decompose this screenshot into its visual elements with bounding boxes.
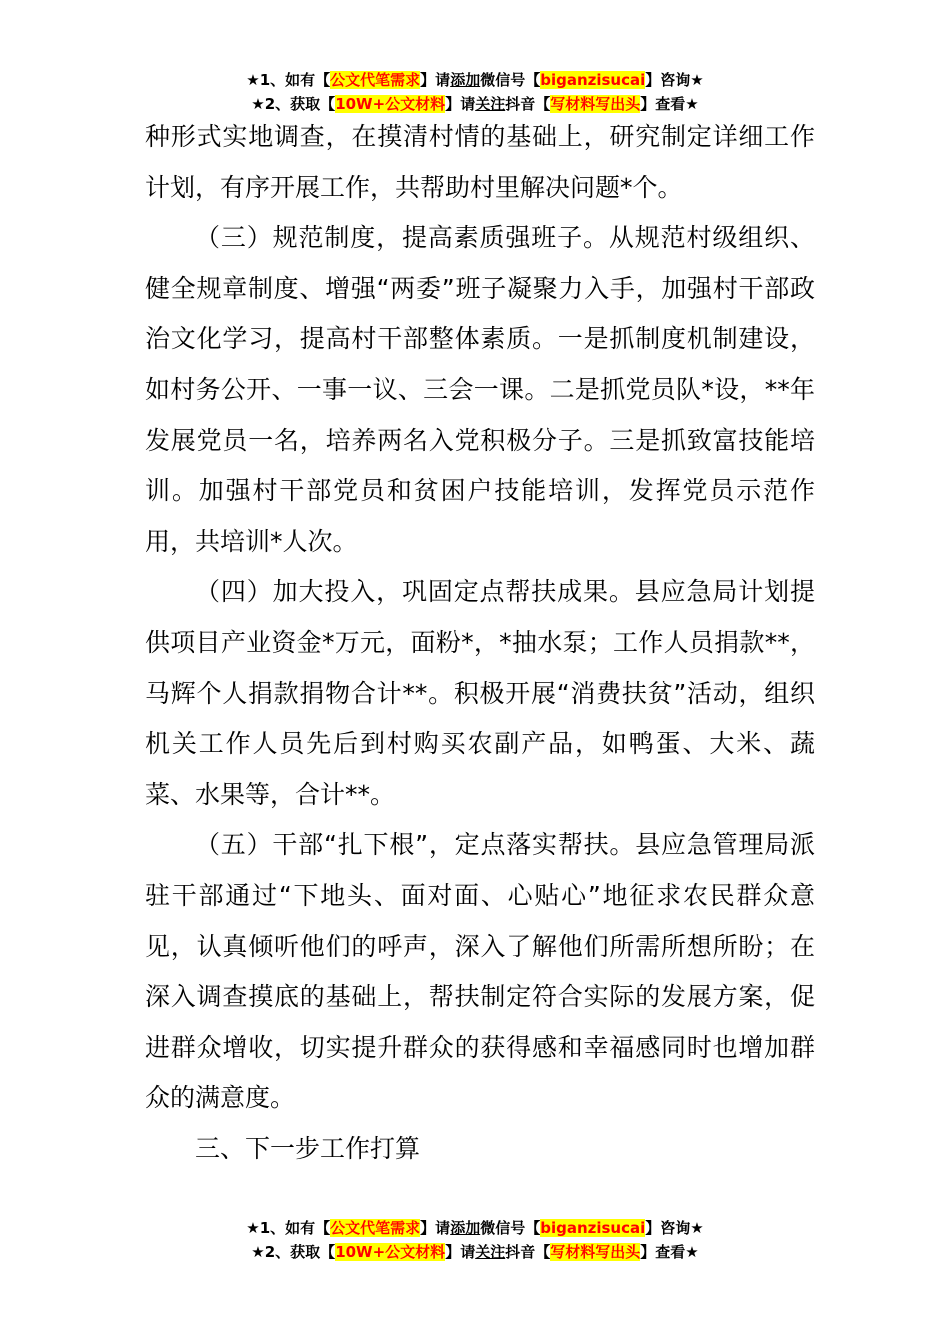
footer-banner (0, 1216, 950, 1264)
heading-next-steps: 三、下一步工作打算 (195, 1133, 421, 1163)
footer-line-1: ★1、如有【公文代笔需求】请添加微信号【biganzisucai】咨询★ (246, 1219, 704, 1237)
paragraph-continuation: 种形式实地调查，在摸清村情的基础上，研究制定详细工作计划，有序开展工作，共帮助村里解决问题*个。 (145, 122, 815, 202)
footer-highlight-service: 公文代笔需求 (330, 1219, 421, 1237)
footer-highlight-materials: 10W+公文材料 (335, 1243, 446, 1261)
footer-line-2: ★2、获取【10W+公文材料】请关注抖音【写材料写出头】查看★ (251, 1243, 699, 1261)
footer-highlight-douyin: 写材料写出头 (550, 1243, 641, 1261)
banner-line-1: ★1、如有【公文代笔需求】请添加微信号【biganzisucai】咨询★ (246, 71, 704, 89)
paragraph-section-3: （三）规范制度，提高素质强班子。从规范村级组织、健全规章制度、增强“两委”班子凝聚力入手，加强村干部政治文化学习，提高村干部整体素质。一是抓制度机制建设，如村务公开、一事一议、三会一课。二是抓党员队*设，**年发展党员一名，培养两名入党积极分子。三是抓致富技能培训。加强村干部党员和贫困户技能培训，发挥党员示范作用，共培训*人次。 (145, 223, 815, 556)
paragraph-section-5: （五）干部“扎下根”，定点落实帮扶。县应急管理局派驻干部通过“下地头、面对面、心贴心”地征求农民群众意见，认真倾听他们的呼声，深入了解他们所需所想所盼；在深入调查摸底的基础上，帮扶制定符合实际的发展方案，促进群众增收，切实提升群众的获得感和幸福感同时也增加群众的满意度。 (145, 830, 815, 1113)
banner-highlight-wechat-id: biganzisucai (540, 71, 646, 89)
paragraph-section-4: （四）加大投入，巩固定点帮扶成果。县应急局计划提供项目产业资金*万元，面粉*，*抽水泵；工作人员捐款**，马辉个人捐款捐物合计**。积极开展“消费扶贫”活动，组织机关工作人员先后到村购买农副产品，如鸭蛋、大米、蔬菜、水果等，合计**。 (145, 577, 815, 809)
banner-highlight-service: 公文代笔需求 (330, 71, 421, 89)
document-body (145, 112, 815, 1174)
banner-highlight-douyin: 写材料写出头 (550, 95, 641, 113)
banner-highlight-materials: 10W+公文材料 (335, 95, 446, 113)
banner-line-2: ★2、获取【10W+公文材料】请关注抖音【写材料写出头】查看★ (251, 95, 699, 113)
footer-highlight-wechat-id: biganzisucai (540, 1219, 646, 1237)
header-banner (0, 68, 950, 116)
